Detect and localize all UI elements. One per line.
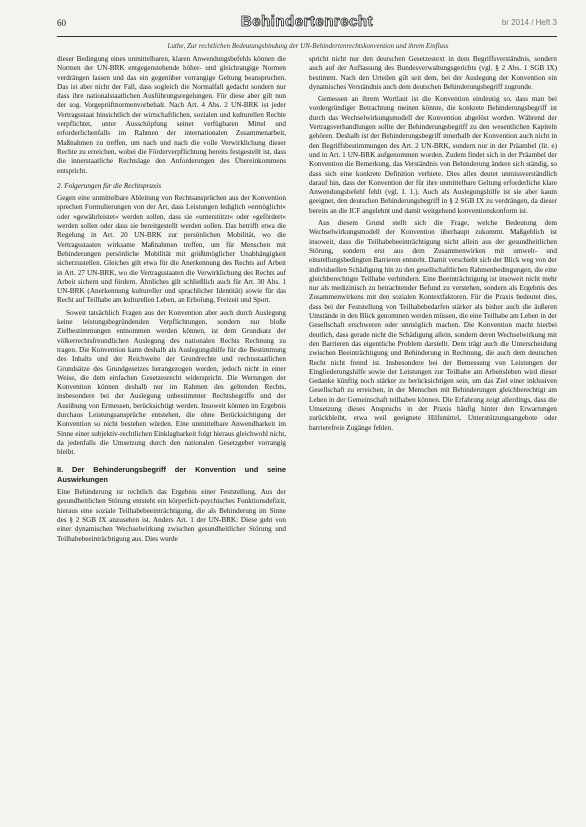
right-paragraph-1: spricht nicht nur den deutschen Gesetzestext in dem Begriffsverständnis, sondern auch auf der Auflassung des Bundesverwaltungsgerichts (vgl. § 2 Abs. 1 SGB IX) bestimmt. Nach den Urteilen gilt seit dem, bei der Auslegung der Konvention ein dynamisches Verständnis auch dem deutschen Behinderungsbegriff zugrunde.	[309, 55, 557, 91]
left-paragraph-2: Gegen eine unmittelbare Ableitung von Rechtsansprüchen aus der Konvention sprechen Formulierungen von der Art, dass Leistungen lediglich »ermöglicht« oder »gewährleistet« werden sollen, dass sie »unterstützt« oder »gefördert« werden sollen oder dass sie bereitgestellt werden sollen. Das betrifft etwa die Regelung in Art. 20 UN-BRK zur persönlichen Mobilität, wo die Vertragsstaaten wirksame Maßnahmen treffen, um für Menschen mit Behinderungen persönliche Mobilität mit größtmöglicher Unabhängigkeit sicherzustellen. Gleiches gilt etwa für die Anerkennung des Rechts auf Arbeit in Art. 27 UN-BRK, wo die Vertragsstaaten die Verwirklichung des Rechts auf Arbeit sichern und fördern. Ähnliches gilt schließlich auch für Art. 30 Abs. 1 UN-BRK (Anerkennung kultureller und sprachlicher Identität) sowie für das Recht auf Teilhabe am kulturellen Leben, an Erholung, Freizeit und Sport.	[57, 194, 286, 305]
section-heading: II. Der Behinderungsbegriff der Konvention und seine Auswirkungen	[57, 465, 286, 484]
right-column	[309, 55, 557, 815]
page-number: 60	[57, 18, 66, 28]
right-paragraph-2: Gemessen an ihrem Wortlaut ist die Konvention eindeutig so, dass man bei vordergründiger Betrachtung meinen könnte, die konkrete Behinderungsbegriff ist durch das Wechselwirkungsmodell der Konvention abgelöst worden. Während der Vertragsverhandlungen sollte der Behinderungsbegriff zu den wesentlichen Kapiteln gehören. Deshalb ist der Behinderungsbegriff innerhalb der Konvention auch nicht in den Begriffsbestimmungen des Art. 2 UN-BRK, sondern nur in der Präambel (lit. e) und in Art. 1 UN-BRK aufgenommen worden. Zudem findet sich in der Präambel der Konvention die Bemerkung, das Verständnis von Behinderung ändere sich ständig, so dass sich eine konkrete Definition verbiete. Dies alles deutet unmissverständlich darauf hin, dass der Konvention der für ihre unmittelbare Geltung erforderliche klare Anwendungsbefehl fehlt (vgl. I. 1.). Auch als Auslegungshilfe ist sie aber kaum geeignet, den deutschen Behinderungsbegriff in § 2 SGB IX zu verdrängen, da dieser bereits an die ICF angelehnt und damit weitgehend konventionskonform ist.	[309, 95, 557, 215]
journal-title: Behindertenrecht	[240, 13, 374, 30]
left-paragraph-1: dieser Bedingung eines unmittelbaren, klaren Anwendungsbefehls können die Normen der UN-BRK entgegenstehende höher- und gleichrangige Normen verdrängen lassen und das ein gegenüber vorrangige Geltung beanspruchen. Das ist aber nicht der Fall, dass sogleich die Normalfall gedacht sondern nur dass ihre nationalstaatlichen Ausführungsregelungen. Für diese aber gilt nun der sog. Vorgeprüftnormenvorbehalt. Nach Art. 4 Abs. 2 UN-BRK ist jeder Vertragsstaat hinsichtlich der wirtschaftlichen, sozialen und kulturellen Rechte verpflichtet, unter Ausschöpfung seiner verfügbaren Mittel und erforderlichenfalls im Rahmen der internationalen Zusammenarbeit, Maßnahmen zu treffen, um nach und nach die volle Verwirklichung dieser Rechte zu erreichen, wobei die Förderverpflichtung bereits festgestellt ist, dass die innerstaatliche Rechtslage den Anforderungen des Übereinkommens entspricht.	[57, 55, 286, 175]
left-paragraph-4: Eine Behinderung ist rechtlich das Ergebnis einer Feststellung. Aus der gesundheitlichen Störung entsteht ein körperlich-psychisches Funktionsdefizit, hieraus eine soziale Teilhabebeeinträchtigung, die als Behinderung im Sinne des § 2 SGB IX anzusehen ist. Anders Art. 1 der UN-BRK: Diese geht von einer dynamischen Wechselwirkung zwischen gesundheitlicher Störung und Teilhabebeeinträchtigung aus. Dies wurde	[57, 488, 286, 543]
left-column	[57, 55, 286, 815]
running-head: Luthe, Zur rechtlichen Bedeutungsbindung der UN-Behindertenrechtskonvention und ihrem Einfluss	[167, 42, 449, 50]
subsection-heading: 2. Folgerungen für die Rechtspraxis	[57, 181, 162, 190]
page-header	[57, 14, 557, 37]
right-paragraph-3: Aus diesem Grund stellt sich die Frage, welche Bedeutung dem Wechselwirkungsmodell der Konvention überhaupt zukommt. Maßgeblich ist insoweit, dass die Teilhabebeeinträchtigung nicht allein aus der gesundheitlichen Störung, sondern erst aus dem Zusammenwirken mit umwelt- und einstellungsbedingten Barrieren entsteht. Damit verschiebt sich der Blick weg von der individuellen Schädigung hin zu den gesellschaftlichen Rahmenbedingungen, die eine gleichberechtigte Teilhabe verhindern. Eine Beeinträchtigung ist insoweit nicht mehr nur als medizinisch zu betrachtender Befund zu verstehen, sondern als Ergebnis des Zusammenwirkens mit den sozialen Kontextfaktoren. Für die Praxis bedeutet dies, dass bei der Feststellung von Teilhabebedarfen stärker als bisher auch die äußeren Umstände in den Blick genommen werden müssen, die eine Teilhabe am Leben in der Gesellschaft erschweren oder unmöglich machen. Die Konvention macht hierbei deutlich, dass gerade nicht die Schädigung allein, sondern deren Wechselwirkung mit den Barrieren das eigentliche Problem darstellt. Dem trägt auch die Unterscheidung zwischen Beeinträchtigung und Behinderung in Rechnung, die auch dem deutschen Recht nicht fremd ist. Insbesondere bei der Bemessung von Leistungen der Eingliederungshilfe sowie der Leistungen zur Teilhabe am Arbeitsleben wird dieser Gedanke künftig noch stärker zu berücksichtigen sein, um das Ziel einer inklusiven Gesellschaft zu erreichen, in der Menschen mit Behinderungen gleichberechtigt am Leben in der Gemeinschaft teilhaben können. Die Erfahrung zeigt allerdings, dass die Umsetzung dieses Anspruchs in der Praxis häufig hinter den Erwartungen zurückbleibt, etwa weil geeignete Hilfsmittel, Unterstützungsangebote oder barrierefreie Zugänge fehlen.	[309, 219, 557, 432]
issue-label: br 2014 / Heft 3	[501, 18, 557, 27]
left-paragraph-3: Soweit tatsächlich Fragen aus der Konvention aber auch durch Auslegung keine leistungsbegründenden Verpflichtungen, sondern nur bloße Zielbestimmungen entnommen werden können, ist dem Grundsatz der völkerrechtsfreundlichen Auslegung des nationalen Rechts Rechnung zu tragen. Die Konvention kann deshalb als Auslegungshilfe für die Bestimmung des Inhalts und der Reichweite der Grundrechte und rechtsstaatlichen Grundsätze des Grundgesetzes herangezogen werden, jedoch nicht in einer Weise, die dem einfachen Gesetzesrecht widerspricht. Die Wertungen der Konvention können deshalb nur im Rahmen des geltenden Rechts, insbesondere bei der Auslegung unbestimmter Rechtsbegriffe und der Ausübung von Ermessen, berücksichtigt werden. Insoweit können im Ergebnis durchaus Leistungsansprüche entstehen, die ohne Berücksichtigung der Konvention so nicht bestehen würden. Eine unmittelbare Anwendbarkeit im Sinne einer subjektiv-rechtlichen Einklagbarkeit folgt hieraus gleichwohl nicht, da jedenfalls die Umsetzung durch den nationalen Gesetzgeber vorrangig bleibt.	[57, 308, 286, 457]
